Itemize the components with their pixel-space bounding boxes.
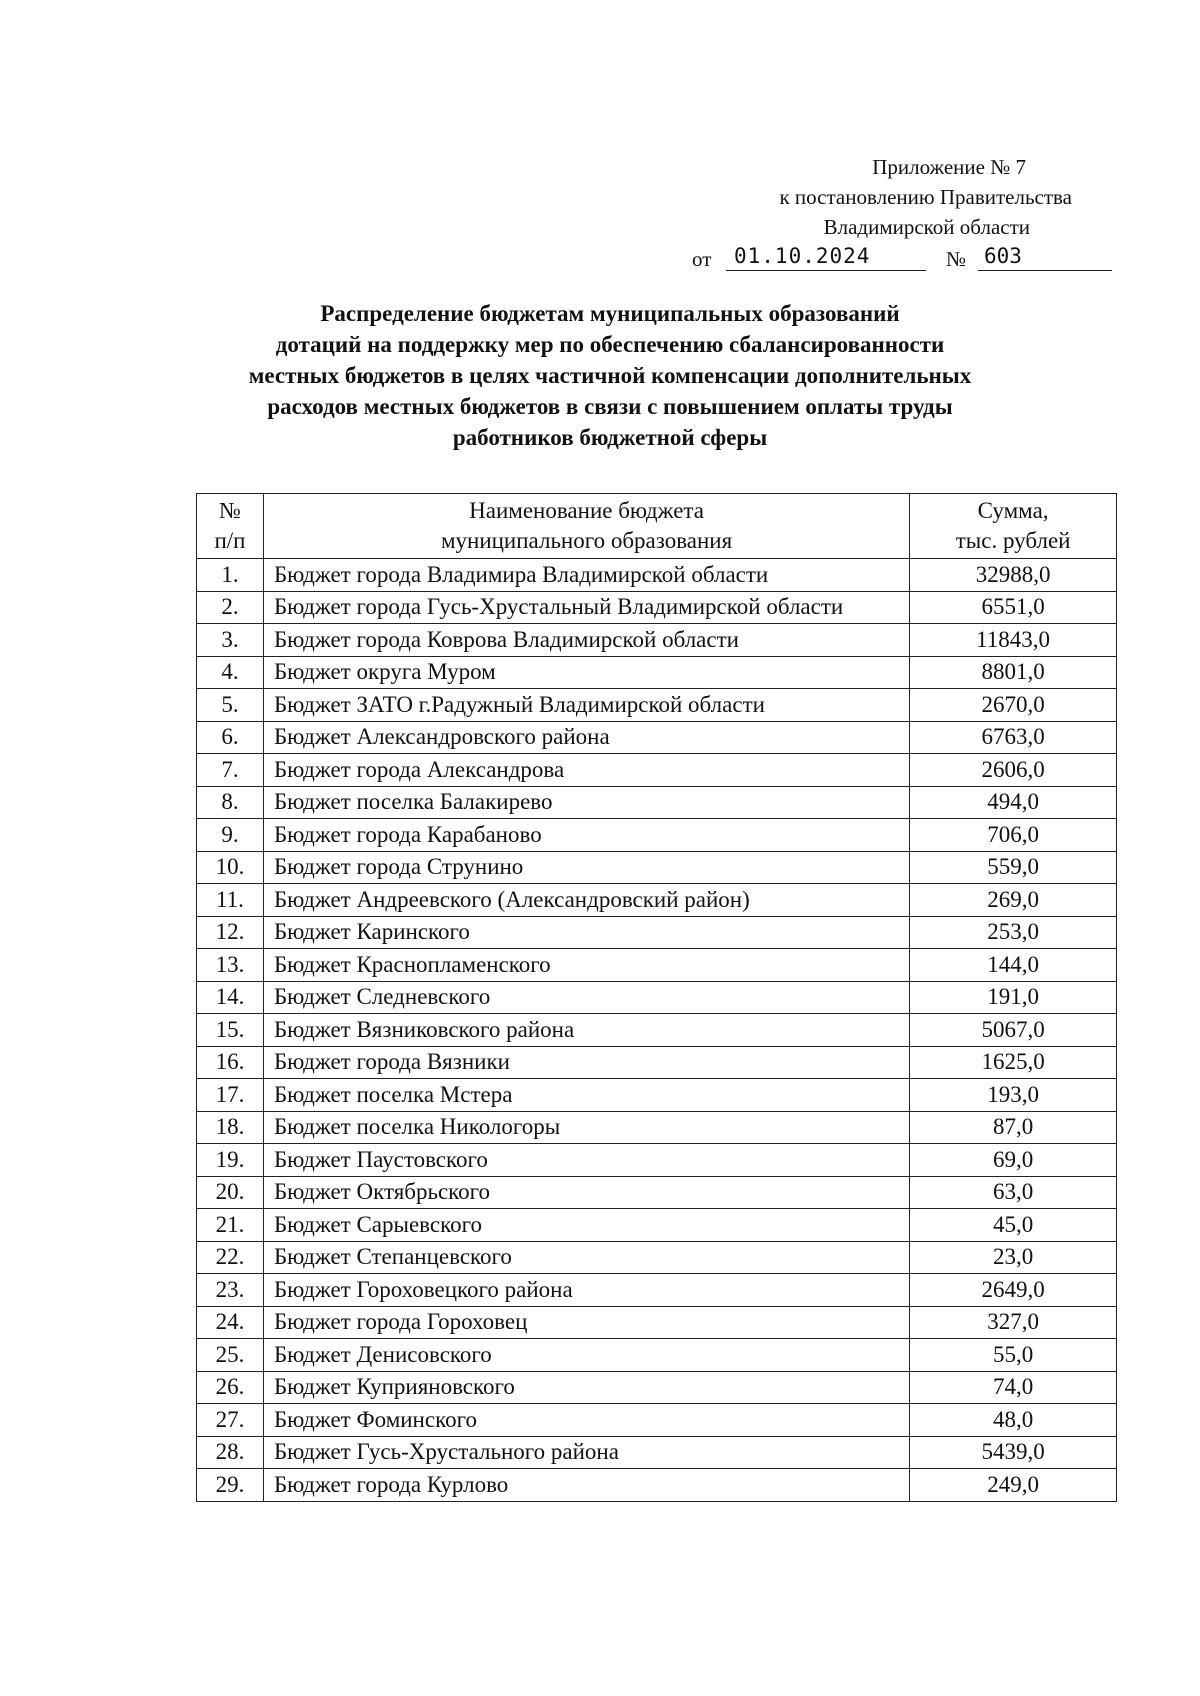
row-num: 5. <box>197 689 264 722</box>
title-line: расходов местных бюджетов в связи с повышением оплаты труды <box>267 394 953 419</box>
table-row <box>197 591 1117 624</box>
table-row <box>197 1111 1117 1144</box>
table-row <box>197 884 1117 917</box>
table-row <box>197 1046 1117 1079</box>
title-line: дотаций на поддержку мер по обеспечению сбалансированности <box>275 332 945 357</box>
row-num: 7. <box>197 754 264 787</box>
row-name: Бюджет Куприяновского <box>263 1371 909 1404</box>
table-row <box>197 786 1117 819</box>
row-sum: 327,0 <box>910 1306 1117 1339</box>
row-sum: 87,0 <box>910 1111 1117 1144</box>
date-prefix: от <box>692 247 712 271</box>
appendix-number: Приложение № 7 <box>872 155 1026 179</box>
row-sum: 494,0 <box>910 786 1117 819</box>
row-name: Бюджет Гусь-Хрустального района <box>263 1436 909 1469</box>
row-num: 1. <box>197 559 264 592</box>
table-row <box>197 949 1117 982</box>
budget-table <box>196 493 1117 1502</box>
row-num: 21. <box>197 1209 264 1242</box>
resolution-date: 01.10.2024 <box>726 242 926 271</box>
row-num: 16. <box>197 1046 264 1079</box>
table-row <box>197 916 1117 949</box>
row-num: 14. <box>197 981 264 1014</box>
row-sum: 249,0 <box>910 1469 1117 1502</box>
table-row <box>197 819 1117 852</box>
number-sign: № <box>946 247 967 271</box>
header-num <box>197 494 264 559</box>
row-sum: 63,0 <box>910 1176 1117 1209</box>
row-sum: 144,0 <box>910 949 1117 982</box>
row-name: Бюджет города Курлово <box>263 1469 909 1502</box>
row-sum: 193,0 <box>910 1079 1117 1112</box>
row-num: 18. <box>197 1111 264 1144</box>
appendix-reference: к постановлению Правительства <box>779 185 1072 209</box>
row-name: Бюджет Паустовского <box>263 1144 909 1177</box>
row-num: 20. <box>197 1176 264 1209</box>
table-row <box>197 754 1117 787</box>
row-num: 23. <box>197 1274 264 1307</box>
table-row <box>197 559 1117 592</box>
row-name: Бюджет города Коврова Владимирской области <box>263 624 909 657</box>
row-name: Бюджет города Владимира Владимирской области <box>263 559 909 592</box>
row-name: Бюджет Сарыевского <box>263 1209 909 1242</box>
row-sum: 191,0 <box>910 981 1117 1014</box>
row-name: Бюджет ЗАТО г.Радужный Владимирской области <box>263 689 909 722</box>
table-row <box>197 721 1117 754</box>
table-row <box>197 1339 1117 1372</box>
row-sum: 74,0 <box>910 1371 1117 1404</box>
row-name: Бюджет города Гороховец <box>263 1306 909 1339</box>
appendix-region: Владимирской области <box>823 215 1030 239</box>
row-num: 19. <box>197 1144 264 1177</box>
row-num: 29. <box>197 1469 264 1502</box>
row-num: 22. <box>197 1241 264 1274</box>
row-num: 3. <box>197 624 264 657</box>
table-row <box>197 1014 1117 1047</box>
table-row <box>197 1469 1117 1502</box>
table-row <box>197 689 1117 722</box>
row-num: 27. <box>197 1404 264 1437</box>
table-row <box>197 981 1117 1014</box>
row-name: Бюджет Каринского <box>263 916 909 949</box>
header-name-line2: муниципального образования <box>440 528 733 553</box>
table-row <box>197 1241 1117 1274</box>
row-sum: 6551,0 <box>910 591 1117 624</box>
row-name: Бюджет Краснопламенского <box>263 949 909 982</box>
title-line: работников бюджетной сферы <box>452 425 768 450</box>
row-sum: 559,0 <box>910 851 1117 884</box>
row-sum: 11843,0 <box>910 624 1117 657</box>
table-row <box>197 1306 1117 1339</box>
row-num: 9. <box>197 819 264 852</box>
row-num: 13. <box>197 949 264 982</box>
row-num: 17. <box>197 1079 264 1112</box>
row-name: Бюджет поселка Никологоры <box>263 1111 909 1144</box>
row-sum: 69,0 <box>910 1144 1117 1177</box>
row-name: Бюджет города Гусь-Хрустальный Владимирской области <box>263 591 909 624</box>
row-num: 24. <box>197 1306 264 1339</box>
row-num: 2. <box>197 591 264 624</box>
table-row <box>197 624 1117 657</box>
header-name <box>263 494 909 559</box>
row-sum: 5439,0 <box>910 1436 1117 1469</box>
row-name: Бюджет города Вязники <box>263 1046 909 1079</box>
title-line: Распределение бюджетам муниципальных образований <box>320 301 900 326</box>
appendix-header <box>640 152 1110 274</box>
row-sum: 32988,0 <box>910 559 1117 592</box>
row-sum: 55,0 <box>910 1339 1117 1372</box>
row-num: 6. <box>197 721 264 754</box>
table-header-row <box>197 494 1117 559</box>
row-num: 10. <box>197 851 264 884</box>
row-name: Бюджет Андреевского (Александровский район) <box>263 884 909 917</box>
row-num: 15. <box>197 1014 264 1047</box>
row-sum: 706,0 <box>910 819 1117 852</box>
appendix-date-line <box>640 242 1110 274</box>
header-sum-line1: Сумма, <box>977 498 1049 523</box>
row-name: Бюджет Вязниковского района <box>263 1014 909 1047</box>
title-line: местных бюджетов в целях частичной компенсации дополнительных <box>248 363 972 388</box>
row-name: Бюджет Александровского района <box>263 721 909 754</box>
table-row <box>197 1079 1117 1112</box>
table-row <box>197 1274 1117 1307</box>
row-sum: 253,0 <box>910 916 1117 949</box>
row-name: Бюджет Степанцевского <box>263 1241 909 1274</box>
row-sum: 5067,0 <box>910 1014 1117 1047</box>
row-name: Бюджет поселка Мстера <box>263 1079 909 1112</box>
table-row <box>197 1371 1117 1404</box>
row-num: 28. <box>197 1436 264 1469</box>
row-num: 4. <box>197 656 264 689</box>
document-title <box>150 298 1070 453</box>
row-sum: 8801,0 <box>910 656 1117 689</box>
row-num: 12. <box>197 916 264 949</box>
row-sum: 48,0 <box>910 1404 1117 1437</box>
row-name: Бюджет города Александрова <box>263 754 909 787</box>
row-name: Бюджет города Карабаново <box>263 819 909 852</box>
row-name: Бюджет Следневского <box>263 981 909 1014</box>
table-row <box>197 1404 1117 1437</box>
row-name: Бюджет поселка Балакирево <box>263 786 909 819</box>
row-sum: 269,0 <box>910 884 1117 917</box>
resolution-number: 603 <box>978 242 1112 271</box>
table-row <box>197 1436 1117 1469</box>
row-sum: 6763,0 <box>910 721 1117 754</box>
row-name: Бюджет Октябрьского <box>263 1176 909 1209</box>
row-name: Бюджет Денисовского <box>263 1339 909 1372</box>
row-name: Бюджет города Струнино <box>263 851 909 884</box>
table-row <box>197 1144 1117 1177</box>
table-row <box>197 851 1117 884</box>
header-num-line1: № <box>218 498 241 523</box>
table-row <box>197 656 1117 689</box>
row-name: Бюджет округа Муром <box>263 656 909 689</box>
row-sum: 1625,0 <box>910 1046 1117 1079</box>
row-num: 26. <box>197 1371 264 1404</box>
row-sum: 2606,0 <box>910 754 1117 787</box>
header-sum-line2: тыс. рублей <box>955 528 1071 553</box>
row-sum: 2649,0 <box>910 1274 1117 1307</box>
table-row <box>197 1209 1117 1242</box>
header-sum <box>910 494 1117 559</box>
row-name: Бюджет Гороховецкого района <box>263 1274 909 1307</box>
table-row <box>197 1176 1117 1209</box>
row-num: 25. <box>197 1339 264 1372</box>
row-sum: 45,0 <box>910 1209 1117 1242</box>
header-name-line1: Наименование бюджета <box>469 498 704 523</box>
row-sum: 23,0 <box>910 1241 1117 1274</box>
row-num: 11. <box>197 884 264 917</box>
header-num-line2: п/п <box>214 528 246 553</box>
row-sum: 2670,0 <box>910 689 1117 722</box>
row-num: 8. <box>197 786 264 819</box>
row-name: Бюджет Фоминского <box>263 1404 909 1437</box>
